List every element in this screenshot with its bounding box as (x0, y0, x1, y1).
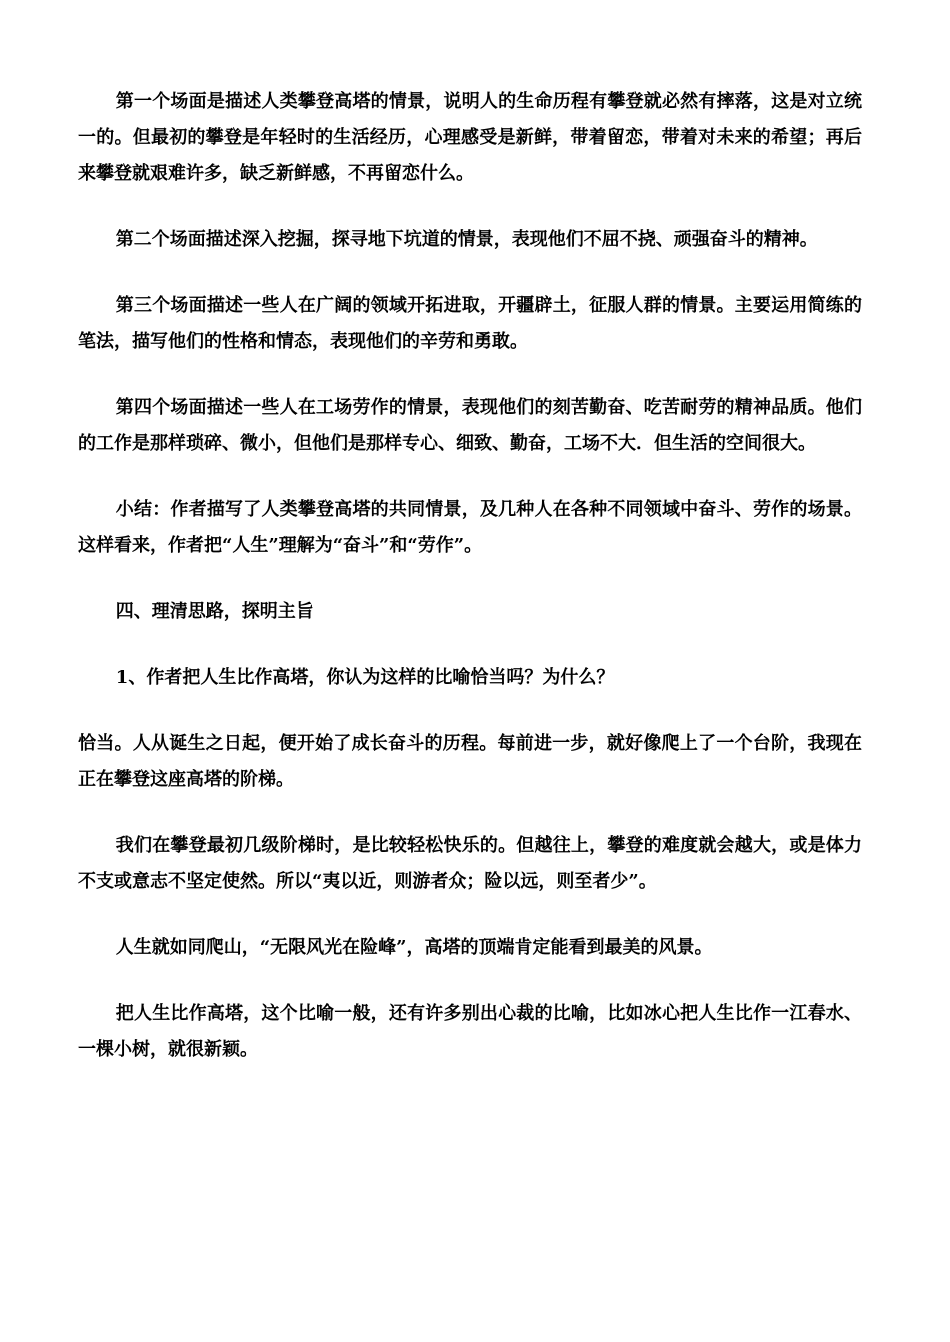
answer-paragraph-two: 我们在攀登最初几级阶梯时，是比较轻松快乐的。但越往上，攀登的难度就会越大，或是体力不支或意志不坚定使然。所以“夷以近，则游者众；险以远，则至者少”。 (78, 835, 862, 892)
answer-paragraph-four: 把人生比作高塔，这个比喻一般，还有许多别出心裁的比喻，比如冰心把人生比作一江春水、一棵小树，就很新颖。 (78, 1003, 862, 1060)
question-one: 1、作者把人生比作高塔，你认为这样的比喻恰当吗？为什么？ (115, 667, 615, 688)
paragraph-scene-one: 第一个场面是描述人类攀登高塔的情景，说明人的生命历程有攀登就必然有摔落，这是对立统一的。但最初的攀登是年轻时的生活经历，心理感受是新鲜，带着留恋，带着对未来的希望；再后来攀登就艰难许多，缺乏新鲜感，不再留恋什么。 (78, 91, 862, 184)
paragraph-scene-three: 第三个场面描述一些人在广阔的领域开拓进取，开疆辟土，征服人群的情景。主要运用简练的笔法，描写他们的性格和情态，表现他们的辛劳和勇敢。 (78, 295, 862, 352)
answer-paragraph-three: 人生就如同爬山，“无限风光在险峰”，高塔的顶端肯定能看到最美的风景。 (115, 937, 713, 958)
paragraph-scene-two: 第二个场面描述深入挖掘，探寻地下坑道的情景，表现他们不屈不挠、顽强奋斗的精神。 (115, 229, 818, 250)
paragraph-scene-four: 第四个场面描述一些人在工场劳作的情景，表现他们的刻苦勤奋、吃苦耐劳的精神品质。他们的工作是那样琐碎、微小，但他们是那样专心、细致、勤奋，工场不大．但生活的空间很大。 (78, 397, 862, 454)
paragraph-summary: 小结：作者描写了人类攀登高塔的共同情景，及几种人在各种不同领域中奋斗、劳作的场景。这样看来，作者把“人生”理解为“奋斗”和“劳作”。 (78, 499, 862, 556)
document-body (78, 84, 862, 1068)
section-heading: 四、理清思路，探明主旨 (115, 601, 314, 622)
answer-paragraph-one: 恰当。人从诞生之日起，便开始了成长奋斗的历程。每前进一步，就好像爬上了一个台阶，我现在正在攀登这座高塔的阶梯。 (78, 733, 862, 790)
